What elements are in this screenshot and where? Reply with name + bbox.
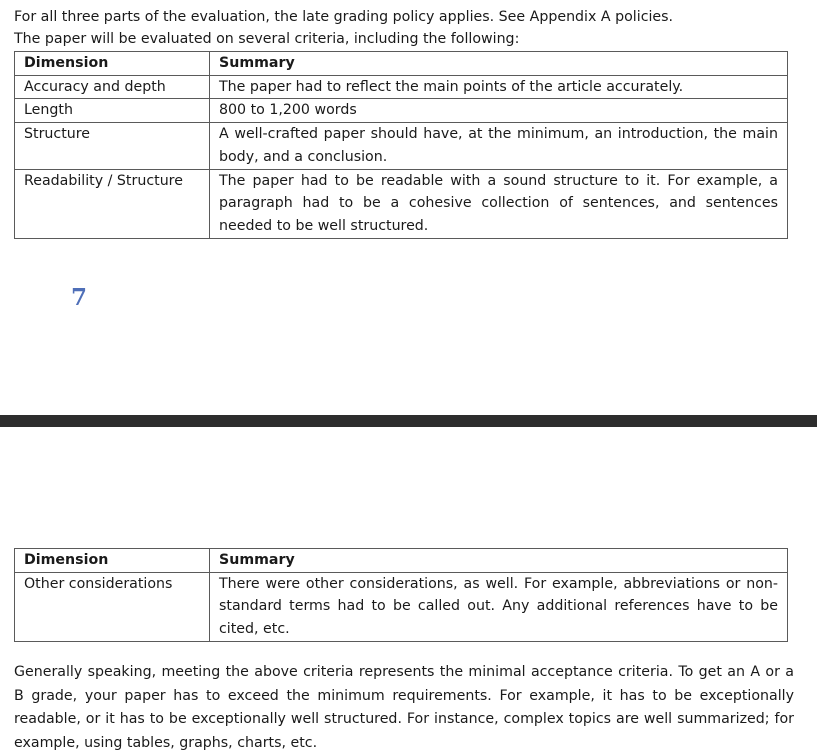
criteria-table-1	[14, 51, 788, 239]
row-summary: 800 to 1,200 words	[210, 99, 788, 123]
table-row	[15, 75, 788, 99]
intro-line-2: The paper will be evaluated on several criteria, including the following:	[14, 31, 520, 47]
header-dimension: Dimension	[15, 549, 210, 573]
table-row	[15, 123, 788, 169]
row-summary: There were other considerations, as well. For example, abbreviations or non-standard terms had to be called out. Any additional references have to be cited, etc.	[210, 572, 788, 641]
row-dimension: Accuracy and depth	[15, 75, 210, 99]
row-dimension: Readability / Structure	[15, 169, 210, 238]
page-break-bar	[0, 415, 817, 427]
table-row	[15, 572, 788, 641]
row-summary: A well-crafted paper should have, at the minimum, an introduction, the main body, and a conclusion.	[210, 123, 788, 169]
table-row	[15, 169, 788, 238]
header-dimension: Dimension	[15, 52, 210, 76]
row-summary: The paper had to reflect the main points of the article accurately.	[210, 75, 788, 99]
closing-paragraph: Generally speaking, meeting the above criteria represents the minimal acceptance criteria. To get an A or a B grade, your paper has to exceed the minimum requirements. For example, it has to be exceptionally readable, or it has to be exceptionally well structured. For instance, complex topics are well summarized; for example, using tables, graphs, charts, etc.	[14, 664, 794, 751]
page-number: 7	[71, 284, 88, 311]
row-dimension: Structure	[15, 123, 210, 169]
row-summary: The paper had to be readable with a sound structure to it. For example, a paragraph had to be a cohesive collection of sentences, and sentences needed to be well structured.	[210, 169, 788, 238]
table-header-row	[15, 52, 788, 76]
table-row	[15, 99, 788, 123]
table-header-row	[15, 549, 788, 573]
row-dimension: Length	[15, 99, 210, 123]
criteria-table-2	[14, 548, 788, 642]
intro-line-1: For all three parts of the evaluation, the late grading policy applies. See Appendix A policies.	[14, 9, 674, 25]
row-dimension: Other considerations	[15, 572, 210, 641]
header-summary: Summary	[210, 549, 788, 573]
header-summary: Summary	[210, 52, 788, 76]
